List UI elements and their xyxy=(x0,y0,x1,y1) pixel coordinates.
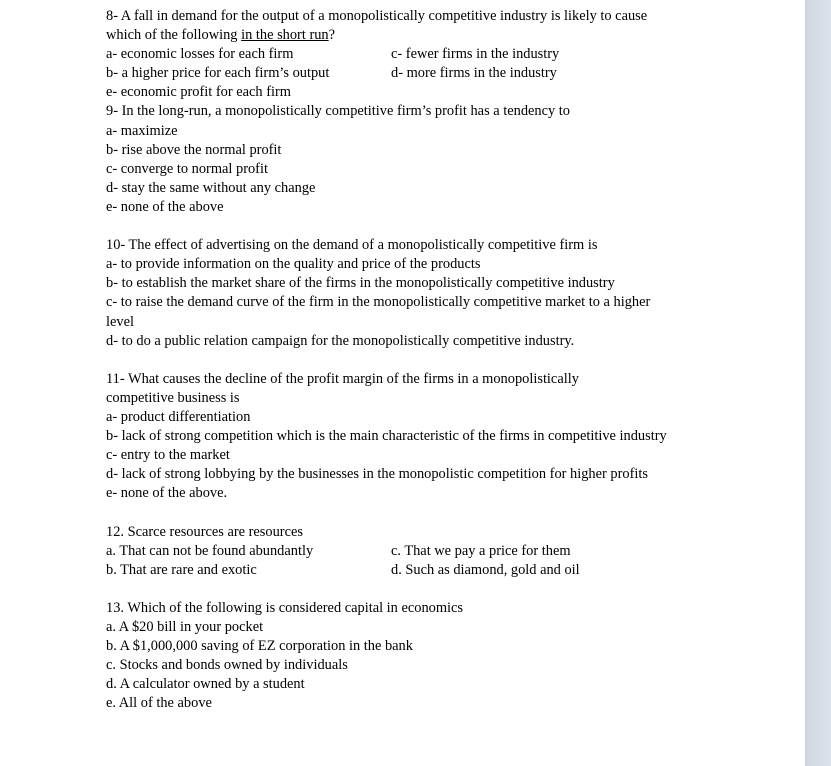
q8-options-row-2 xyxy=(106,64,676,83)
q10-option-c: c- to raise the demand curve of the firm in the monopolistically competitive market to a higher level xyxy=(106,294,651,330)
q13-option-d: d. A calculator owned by a student xyxy=(106,676,305,693)
q13-option-c: c. Stocks and bonds owned by individuals xyxy=(106,657,348,674)
q10-option-d: d- to do a public relation campaign for the monopolistically competitive industry. xyxy=(106,332,575,349)
q9-option-d: d- stay the same without any change xyxy=(106,179,316,196)
q9-option-c: c- converge to normal profit xyxy=(106,160,268,177)
q12-option-d: d. Such as diamond, gold and oil xyxy=(391,561,580,578)
q8-stem-underline: in the short run xyxy=(241,27,329,44)
q8-option-b: b- a higher price for each firm’s output xyxy=(106,65,330,82)
q8-stem-text: 8- A fall in demand for the output of a monopolistically competitive industry is likely to cause which of the following xyxy=(106,8,648,44)
q10-option-a: a- to provide information on the quality and price of the products xyxy=(106,256,481,273)
window-side-panel xyxy=(805,0,831,766)
q8-option-c: c- fewer firms in the industry xyxy=(391,46,560,63)
q11-stem: 11- What causes the decline of the profit margin of the firms in a monopolistically competitive business is xyxy=(106,370,579,406)
q12-option-a: a. That can not be found abundantly xyxy=(106,542,314,559)
q11-option-b: b- lack of strong competition which is the main characteristic of the firms in competitive industry xyxy=(106,428,667,445)
q9-option-a: a- maximize xyxy=(106,122,178,139)
q12-option-b: b. That are rare and exotic xyxy=(106,561,257,578)
q13-stem: 13. Which of the following is considered capital in economics xyxy=(106,599,464,616)
q11-option-c: c- entry to the market xyxy=(106,447,230,464)
q10-stem: 10- The effect of advertising on the demand of a monopolistically competitive firm is xyxy=(106,237,598,254)
q9-stem: 9- In the long-run, a monopolistically competitive firm’s profit has a tendency to xyxy=(106,103,570,120)
q8-options-row-1 xyxy=(106,45,676,64)
q8-option-d: d- more firms in the industry xyxy=(391,65,557,82)
q13-option-e: e. All of the above xyxy=(106,695,212,712)
q12-option-c: c. That we pay a price for them xyxy=(391,542,571,559)
q8-option-e: e- economic profit for each firm xyxy=(106,84,291,101)
q13-option-b: b. A $1,000,000 saving of EZ corporation in the bank xyxy=(106,638,413,655)
q12-options-row-2 xyxy=(106,561,676,580)
q9-option-e: e- none of the above xyxy=(106,198,224,215)
q9-option-b: b- rise above the normal profit xyxy=(106,141,282,158)
q12-options-row-1 xyxy=(106,542,676,561)
q13-option-a: a. A $20 bill in your pocket xyxy=(106,619,264,635)
q8-stem-end: ? xyxy=(328,27,336,44)
q11-option-e: e- none of the above. xyxy=(106,485,228,502)
document-content xyxy=(106,7,676,713)
q8-option-a: a- economic losses for each firm xyxy=(106,46,294,63)
q11-option-a: a- product differentiation xyxy=(106,408,251,425)
q10-option-b: b- to establish the market share of the firms in the monopolistically competitive industry xyxy=(106,275,615,292)
q8-stem xyxy=(106,7,676,45)
q12-stem: 12. Scarce resources are resources xyxy=(106,523,303,540)
q11-option-d: d- lack of strong lobbying by the businesses in the monopolistic competition for higher profits xyxy=(106,466,648,483)
